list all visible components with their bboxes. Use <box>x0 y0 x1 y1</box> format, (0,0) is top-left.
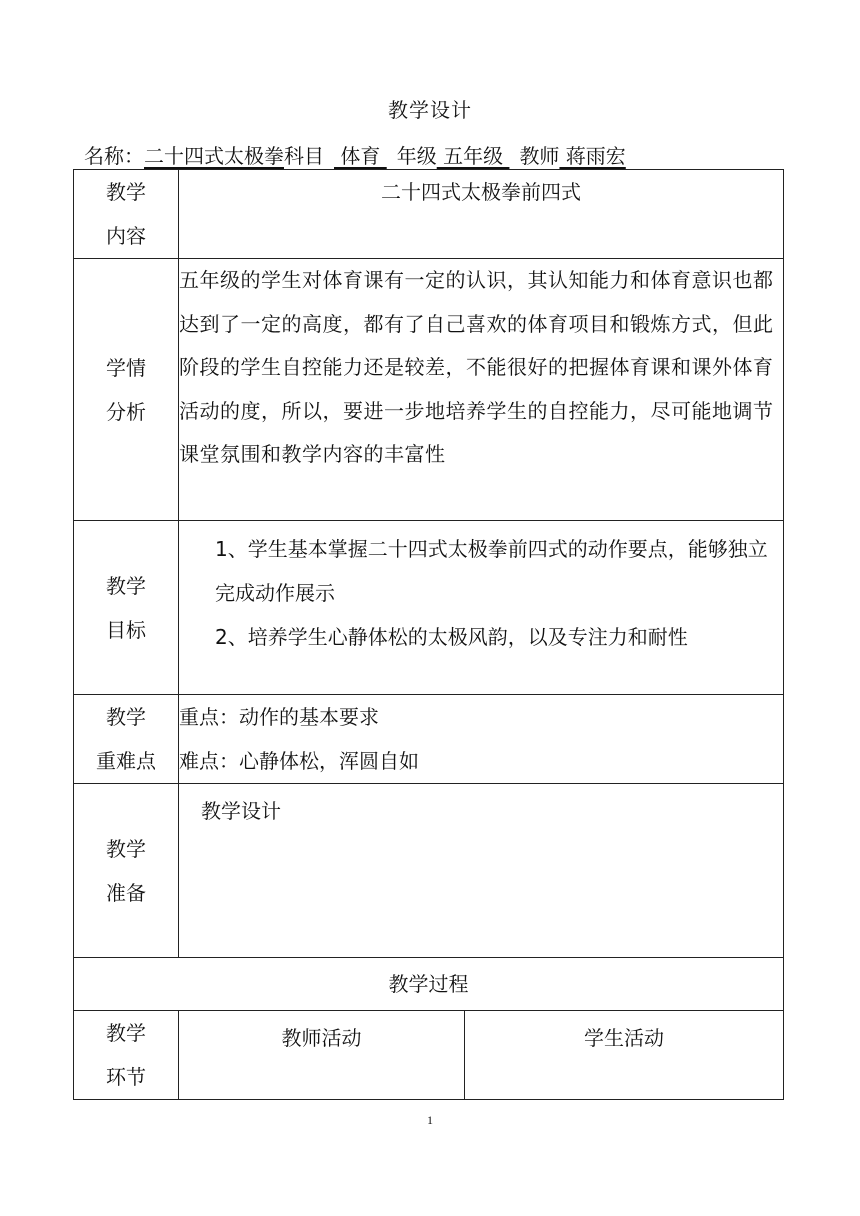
document-title: 教学设计 <box>388 98 472 122</box>
content-cell <box>179 170 784 259</box>
key-points-cell <box>179 695 784 784</box>
row-goals <box>74 521 784 695</box>
name-label: 名称： <box>84 144 144 168</box>
label-preparation: 教学 准备 <box>74 784 179 958</box>
label-analysis: 学情 分析 <box>74 259 179 521</box>
preparation-text: 教学设计 <box>201 799 281 823</box>
row-process-header <box>74 958 784 1011</box>
goal-item-2: 2、培养学生心静体松的太极风韵，以及专注力和耐性 <box>215 625 688 649</box>
student-activity-header: 学生活动 <box>465 1011 784 1100</box>
grade-label: 年级 <box>396 144 437 168</box>
content-text: 二十四式太极拳前四式 <box>381 180 581 204</box>
teacher-value: 蒋雨宏 <box>559 144 626 168</box>
goals-cell <box>179 521 784 695</box>
teacher-activity-header: 教师活动 <box>179 1011 465 1100</box>
subject-value: 体育 <box>334 144 387 168</box>
preparation-cell <box>179 784 784 958</box>
label-goals: 教学 目标 <box>74 521 179 695</box>
label-key-points: 教学 重难点 <box>74 695 179 784</box>
row-content <box>74 170 784 259</box>
row-stage <box>74 1011 784 1100</box>
goal-item-1: 1、学生基本掌握二十四式太极拳前四式的动作要点，能够独立完成动作展示 <box>215 537 768 605</box>
process-header: 教学过程 <box>74 958 784 1011</box>
label-content: 教学 内容 <box>74 170 179 259</box>
row-key-points <box>74 695 784 784</box>
label-stage: 教学 环节 <box>74 1011 179 1100</box>
page-number: 1 <box>427 1113 433 1127</box>
lesson-plan-table <box>73 169 784 1100</box>
subject-label: 科目 <box>284 144 324 168</box>
teacher-label: 教师 <box>519 144 560 168</box>
difficulty-point: 难点：心静体松，浑圆自如 <box>179 749 419 773</box>
analysis-text: 五年级的学生对体育课有一定的认识，其认知能力和体育意识也都达到了一定的高度，都有了自己喜欢的体育项目和锻炼方式，但此阶段的学生自控能力还是较差，不能很好的把握体育课和课外体育活动的度，所以，要进一步地培养学生的自控能力，尽可能地调节课堂氛围和教学内容的丰富性 <box>179 259 784 521</box>
key-point: 重点：动作的基本要求 <box>179 705 379 729</box>
lesson-meta-line <box>84 140 626 169</box>
grade-value: 五年级 <box>436 144 510 168</box>
row-preparation <box>74 784 784 958</box>
row-analysis <box>74 259 784 521</box>
name-value: 二十四式太极拳 <box>144 144 284 168</box>
